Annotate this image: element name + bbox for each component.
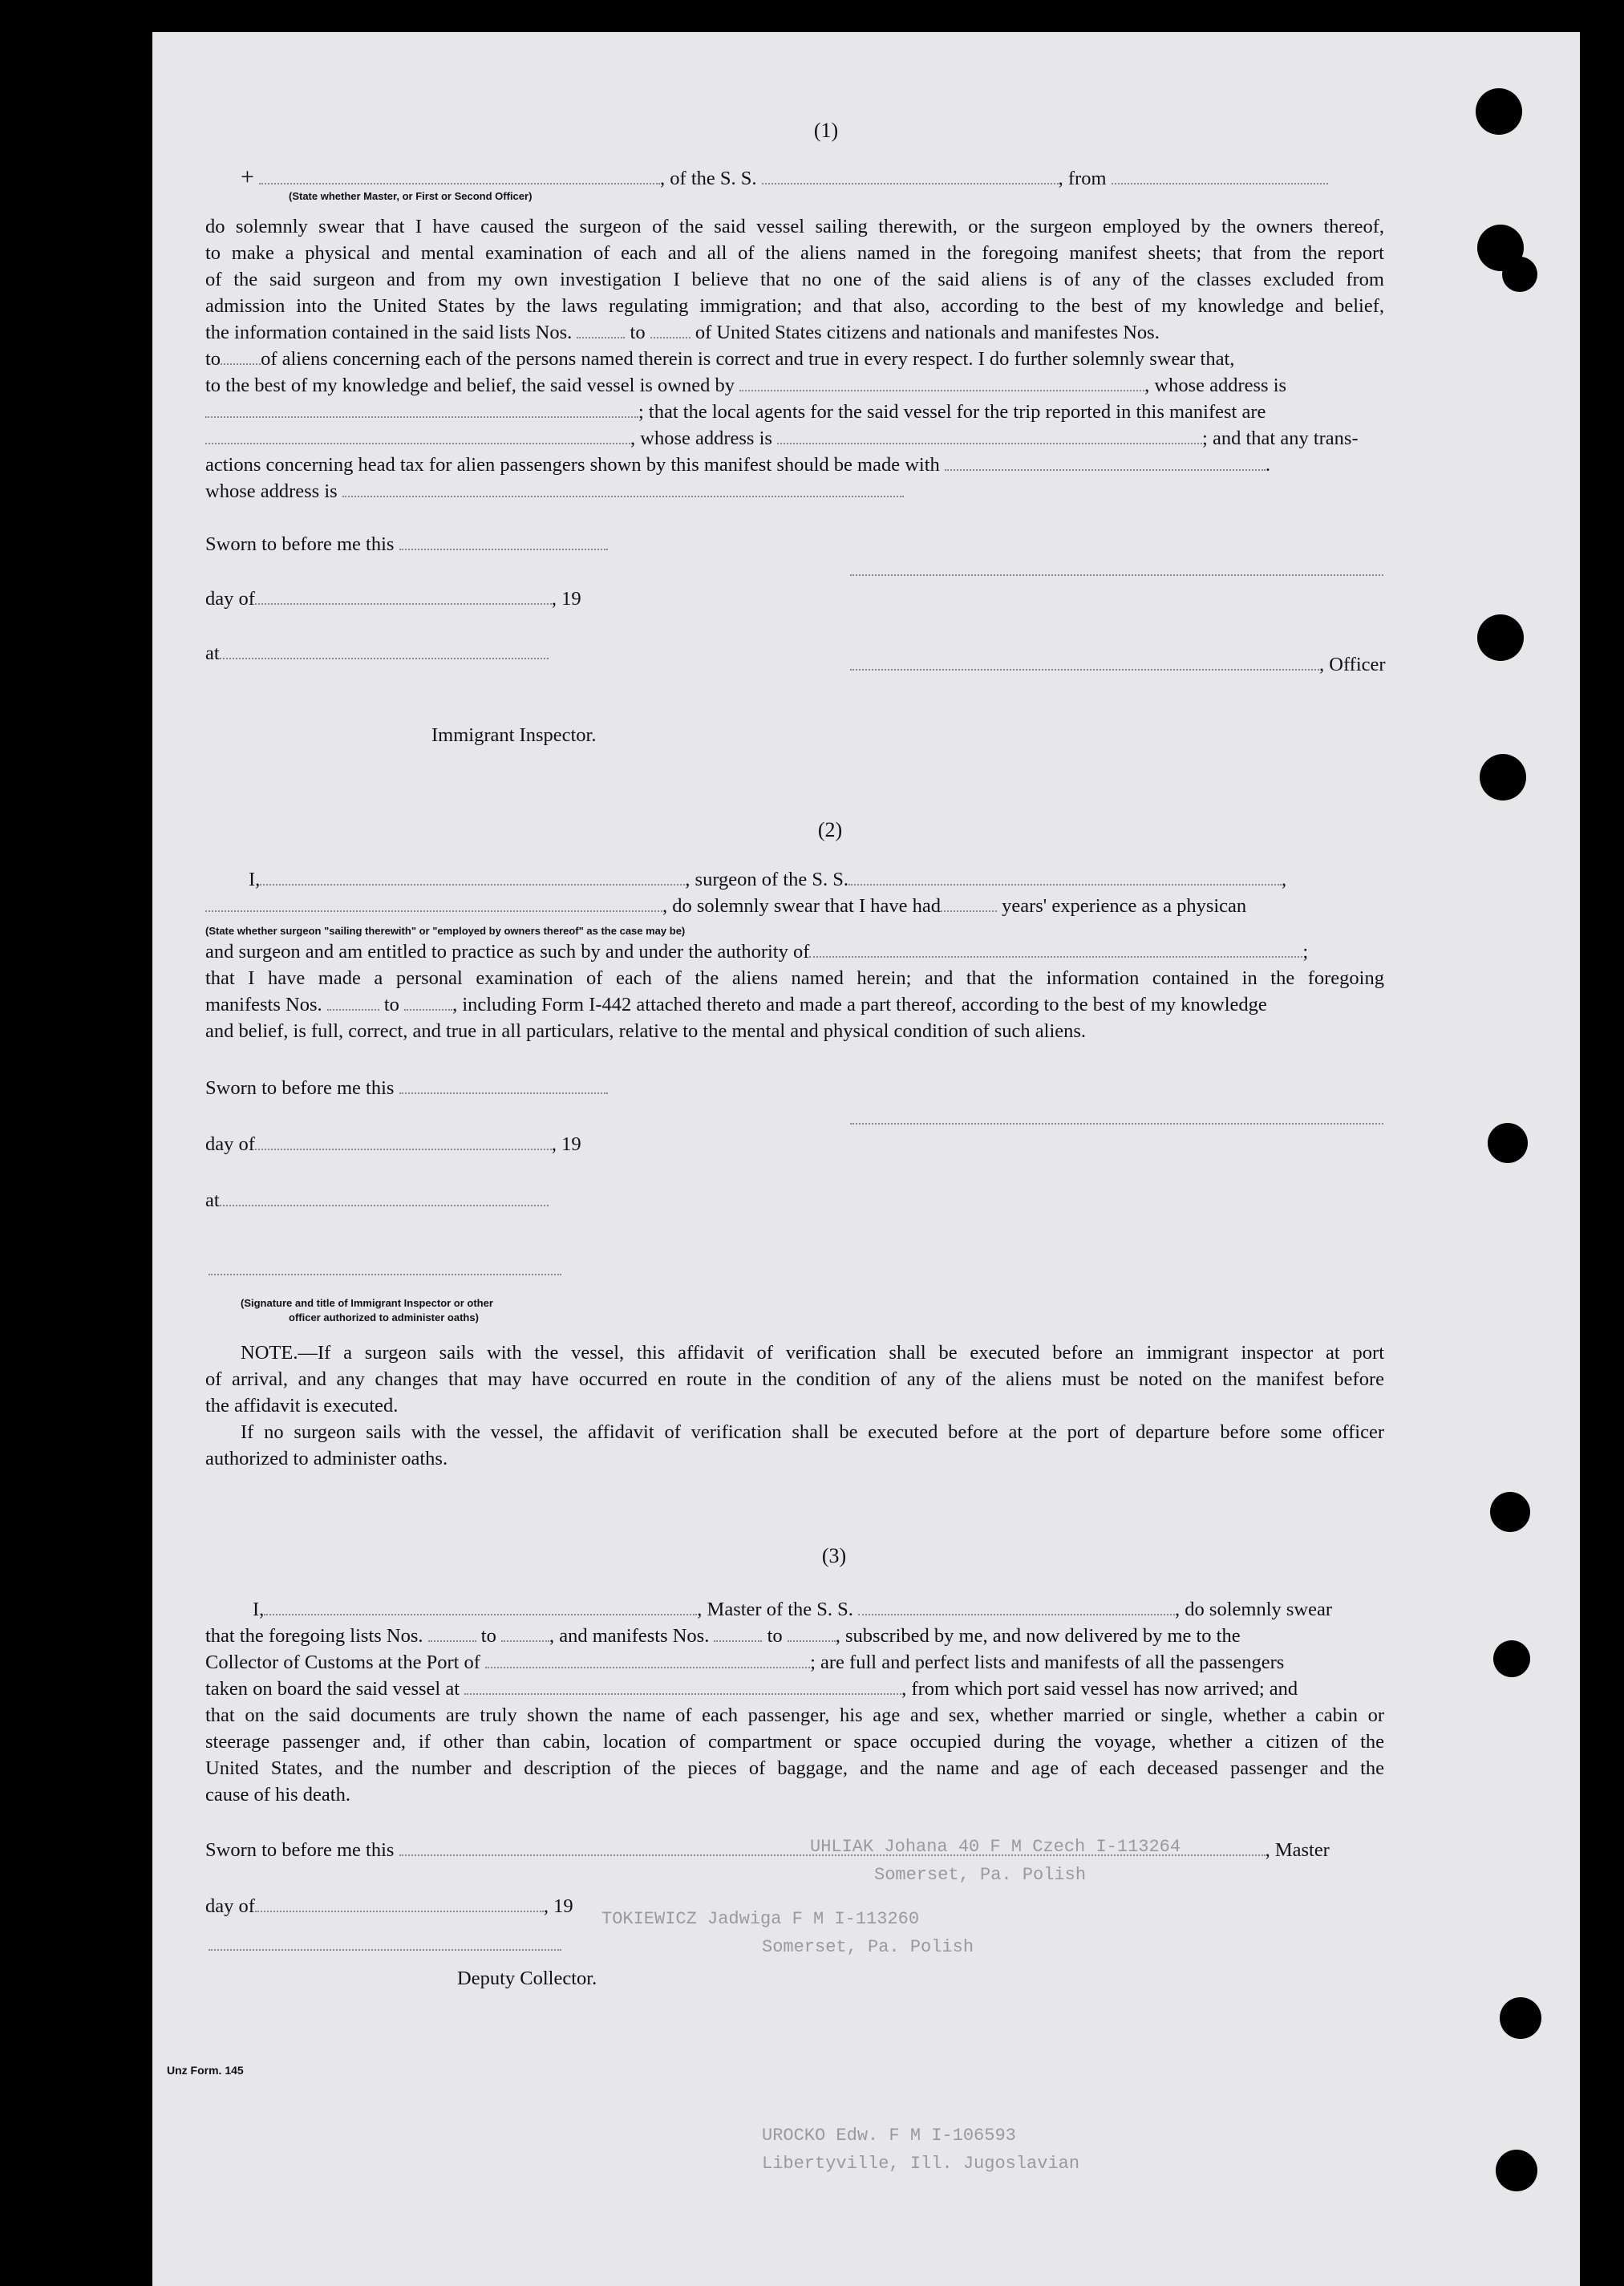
lists-line: the information contained in the said lists Nos. to of United States citizens and nationals and manifestes Nos. xyxy=(205,319,1160,346)
port-from-field[interactable] xyxy=(1112,165,1328,184)
bleed-through-text: UROCKO Edw. F M I-106593 xyxy=(762,2126,1016,2146)
signature-line[interactable] xyxy=(209,1274,561,1275)
cross-mark: + xyxy=(241,164,254,190)
surgeon-name-field[interactable] xyxy=(260,866,685,886)
exam-line: that I have made a personal examination of each of the aliens named herein; and that the information contained in the foregoing xyxy=(205,967,1384,989)
sworn-line: Sworn to before me this xyxy=(205,1075,608,1101)
immigrant-inspector-label: Immigrant Inspector. xyxy=(431,724,597,746)
manifest-affidavit-page xyxy=(152,32,1580,2286)
signature-line[interactable] xyxy=(850,574,1383,576)
owner-address-field[interactable] xyxy=(205,399,638,418)
bleed-through-text: Libertyville, Ill. Jugoslavian xyxy=(762,2154,1080,2174)
affidavit-text-line: to make a physical and mental examination of each and all of the aliens named in the foregoing manifest sheets; that from the report xyxy=(205,242,1384,264)
bleed-through-text: Somerset, Pa. Polish xyxy=(874,1865,1087,1885)
belief-line: and belief, is full, correct, and true in all particulars, relative to the mental and physical condition of such aliens. xyxy=(205,1020,1087,1042)
day-line: day of , 19 xyxy=(205,1893,573,1919)
surgeon-caption: (State whether surgeon "sailing therewith" or "employed by owners thereof" as the case may be) xyxy=(205,925,686,937)
section-number: (1) xyxy=(813,119,839,142)
affidavit-text-line: admission into the United States by the laws regulating immigration; and that also, according to the best of my knowledge and belief, xyxy=(205,295,1384,317)
note-line: of arrival, and any changes that may have occurred en route in the condition of any of the aliens must be noted on the manifest before xyxy=(205,1368,1384,1390)
binder-hole xyxy=(1493,1640,1530,1677)
affidavit-text-line: that on the said documents are truly shown the name of each passenger, his age and sex, whether married or single, whether a cabin or xyxy=(205,1704,1384,1726)
head-tax-address-field[interactable] xyxy=(342,478,904,497)
master-vessel-field[interactable] xyxy=(858,1596,1175,1615)
note-line: NOTE.—If a surgeon sails with the vessel, this affidavit of verification shall be executed before an immigrant inspector at port xyxy=(241,1342,1384,1364)
binder-hole xyxy=(1496,2150,1537,2191)
binder-hole xyxy=(1502,257,1537,292)
officer-caption: (State whether Master, or First or Second Officer) xyxy=(289,190,533,202)
form-number: Unz Form. 145 xyxy=(167,2064,244,2077)
bleed-through-text: TOKIEWICZ Jadwiga F M I-113260 xyxy=(601,1909,920,1929)
master-line: I, , Master of the S. S. , do solemnly swear xyxy=(253,1596,1332,1623)
collector-port-field[interactable] xyxy=(485,1649,810,1668)
day-line: day of , 19 xyxy=(205,586,581,612)
signature-line[interactable] xyxy=(850,1123,1383,1125)
officer-name-field[interactable] xyxy=(259,165,660,184)
taken-on-board-line: taken on board the said vessel at , from which port said vessel has now arrived; and xyxy=(205,1676,1298,1702)
surgeon-line: I, , surgeon of the S. S. , xyxy=(249,866,1286,893)
agents-address-line: , whose address is ; and that any trans- xyxy=(205,425,1359,452)
lists-line: that the foregoing lists Nos. to , and manifests Nos. to , subscribed by me, and now delivered by me to the xyxy=(205,1623,1241,1649)
aliens-line: to of aliens concerning each of the persons named therein is correct and true in every respect. I do further solemnly swear that, xyxy=(205,346,1234,372)
affidavit-text-line: United States, and the number and description of the pieces of baggage, and the name and age of each deceased passenger and the xyxy=(205,1757,1384,1779)
vessel-name-field[interactable] xyxy=(762,165,1059,184)
signature-caption: officer authorized to administer oaths) xyxy=(289,1311,479,1323)
day-line: day of , 19 xyxy=(205,1131,581,1157)
surgeon-vessel-field[interactable] xyxy=(848,866,1282,886)
departure-port-field[interactable] xyxy=(464,1676,901,1695)
officer-signature-line: , Officer xyxy=(850,651,1386,678)
authority-line: and surgeon and am entitled to practice as such by and under the authority of ; xyxy=(205,938,1308,965)
affidavit-text-line: of the said surgeon and from my own investigation I believe that no one of the said aliens is of any of the classes excluded from xyxy=(205,269,1384,290)
agents-line: ; that the local agents for the said vessel for the trip reported in this manifest are xyxy=(205,399,1266,425)
manifests-line: manifests Nos. to , including Form I-442 attached thereto and made a part thereof, according to the best of my knowledge xyxy=(205,991,1267,1018)
signature-line[interactable] xyxy=(209,1949,561,1951)
agents-field[interactable] xyxy=(205,425,630,444)
owner-line: to the best of my knowledge and belief, the said vessel is owned by , whose address is xyxy=(205,372,1286,399)
surgeon-swear-line: , do solemnly swear that I have had years' experience as a physican xyxy=(205,893,1246,919)
whose-address-line: whose address is xyxy=(205,478,904,505)
affidavit-text-line: do solemnly swear that I have caused the surgeon of the said vessel sailing therewith, or the surgeon employed by the owners thereof, xyxy=(205,216,1384,237)
section-number: (2) xyxy=(817,818,843,841)
sworn-line: Sworn to before me this xyxy=(205,531,608,557)
affidavit-text-line: cause of his death. xyxy=(205,1784,350,1806)
owner-field[interactable] xyxy=(739,372,1144,391)
affidavit-text-line: steerage passenger and, if other than cabin, location of compartment or space occupied during the voyage, whether a citizen of the xyxy=(205,1731,1384,1753)
binder-hole xyxy=(1490,1492,1530,1532)
bleed-through-text: Somerset, Pa. Polish xyxy=(762,1937,974,1957)
signature-caption: (Signature and title of Immigrant Inspector or other xyxy=(241,1297,493,1309)
bleed-through-text: UHLIAK Johana 40 F M Czech I-113264 xyxy=(810,1837,1181,1857)
collector-line: Collector of Customs at the Port of ; are full and perfect lists and manifests of all the passengers xyxy=(205,1649,1284,1676)
binder-hole xyxy=(1500,1997,1541,2039)
head-tax-line: actions concerning head tax for alien passengers shown by this manifest should be made with . xyxy=(205,452,1270,478)
head-tax-field[interactable] xyxy=(945,452,1266,471)
sworn-line: Sworn to before me this , Master xyxy=(205,1837,1330,1863)
authority-field[interactable] xyxy=(809,938,1302,958)
at-line: at xyxy=(205,1187,549,1214)
binder-hole xyxy=(1480,754,1526,801)
officer-line: + , of the S. S. , from xyxy=(241,164,1328,192)
deputy-collector-label: Deputy Collector. xyxy=(457,1968,597,1989)
master-name-field[interactable] xyxy=(264,1596,697,1615)
binder-hole xyxy=(1488,1123,1528,1163)
note-line: the affidavit is executed. xyxy=(205,1395,399,1417)
agents-address-field[interactable] xyxy=(777,425,1202,444)
note-line: If no surgeon sails with the vessel, the affidavit of verification shall be executed before at the port of departure before some officer xyxy=(241,1421,1384,1443)
binder-hole xyxy=(1477,614,1524,661)
section-number: (3) xyxy=(821,1544,847,1567)
at-line: at xyxy=(205,640,549,667)
note-line: authorized to administer oaths. xyxy=(205,1448,448,1469)
